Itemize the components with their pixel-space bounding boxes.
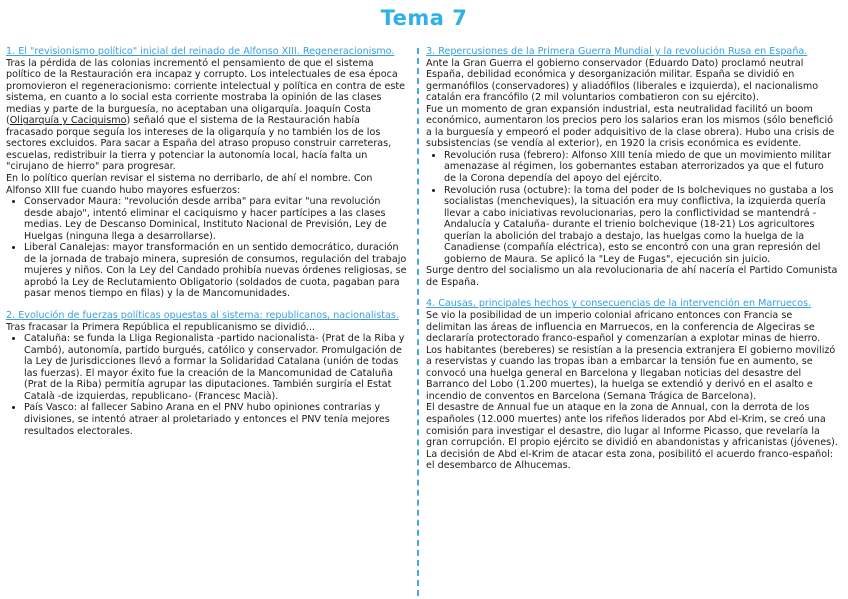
- section-1-list: [6, 196, 410, 300]
- section-2-heading: 2. Evolución de fuerzas políticas opuestas al sistema: republicanos, nacionalistas.: [6, 310, 399, 322]
- section-1-intro-end: ) señaló que el sistema de la Restauración había fracasado porque seguía los intereses de la oligarquía y no también los de los sectores excluidos. Para sacar a España del atraso propuso construir carreteras, escuelas, redistribuir la tierra y potenciar la autonomía local, hacía falta un "cirujano de hierro" para progresar.: [6, 115, 392, 173]
- section-4-heading: 4. Causas, principales hechos y consecuencias de la intervención en Marruecos.: [426, 298, 812, 310]
- section-3-heading: 3. Repercusiones de la Primera Guerra Mundial y la revolución Rusa en España.: [426, 46, 808, 57]
- section-3-paragraph-2: Fue un momento de gran expansión industrial, esta neutralidad facilitó un boom económico, aumentaron los precios pero los salarios eran los mismos (sólo benefició a la burguesía y empeoró el poder adquisitivo de la clase obrera). Hubo una crisis de subsistencias (se vendía al exterior), en 1920 la crisis económica es evidente.: [426, 103, 835, 150]
- section-4-paragraph-2: El desastre de Annual fue un ataque en la zona de Annual, con la derrota de los españoles (12.000 muertes) ante los rifeños liderados por Abd el-Krim, se creó una comisión para investigar el desastre, dio lugar al Informe Picasso, que revelaría la gran corrupción. El propio ejército se dividió en abandonistas y africanistas (jóvenes). La decisión de Abd el-Krim de atacar esta zona, posibilitó el acuerdo franco-español: el desembarco de Alhucemas.: [426, 402, 838, 472]
- left-column: [6, 46, 410, 437]
- section-1-heading: 1. El "revisionismo político" inicial del reinado de Alfonso XIII. Regeneracionismo.: [6, 46, 395, 57]
- section-2-list: [6, 333, 410, 437]
- list-item: • Revolución rusa (febrero): Alfonso XIII tenía miedo de que un movimiento militar amenazase al régimen, los gobernantes estaban aterrorizados ya que el futuro de la Corona dependía del apoyo del ejército.: [444, 150, 838, 185]
- section-3-list: [426, 150, 838, 265]
- list-item: • País Vasco: al fallecer Sabino Arana en el PNV hubo opiniones contrarias y divisiones, se intentó atraer al proletariado y entonces el PNV tenía mejores resultados electorales.: [24, 402, 410, 437]
- section-1-intro-start: Tras la pérdida de las colonias incrementó el pensamiento de que el sistema político de la Restauración era incapaz y corrupto. Los intelectuales de esa época promovieron el regeneracionismo: corriente intelectual y política en contra de este sistema, en cuanto a lo social esta corriente mostraba la opinión de las clases medias y parte de la burguesía, no aceptaban una oligarquía. Joaquín Costa (: [6, 57, 406, 127]
- list-item: • Revolución rusa (octubre): la toma del poder de Is bolcheviques no gustaba a los socialistas (mencheviques), la situación era muy conflictiva, la izquierda quería llevar a cabo iniciativas revolucionarias, pero la conflictividad se mantendrá -Andalucía y Cataluña- durante el trienio bolchevique (18-21) Los agricultores querían la abolición del trabajo a destajo, las huelgas como la huelga de la Canadiense (compañía eléctrica), esto se encontró con una gran represión del gobierno de Maura. Se aplicó la "Ley de Fugas", ejecución sin juicio.: [444, 185, 838, 266]
- section-1-book-title: Oligarquía y Caciquismo: [9, 115, 127, 127]
- column-divider: [417, 48, 419, 596]
- section-3-paragraph-3: Surge dentro del socialismo un ala revolucionaria de ahí nacería el Partido Comunista de España.: [426, 265, 838, 288]
- list-item: • Cataluña: se funda la Lliga Regionalista -partido nacionalista- (Prat de la Riba y Cambó), autonomía, partido burgués, católico y conservador. Promulgación de la Ley de Jurisdicciones llevó a formar la Solidaridad Catalana (unión de todas las fuerzas). El mayor éxito fue la creación de la Mancomunidad de Cataluña (Prat de la Riba) permitía agrupar las diputaciones. También surgiría el Estat Català -de izquierdas, republicano- (Francesc Macià).: [24, 333, 410, 402]
- list-item: • Liberal Canalejas: mayor transformación en un sentido democrático, duración de la jornada de trabajo minera, supresión de consumos, regulación del trabajo mujeres y niños. Con la Ley del Candado prohibía nuevas órdenes religiosas, se aprobó la Ley de Reclutamiento Obligatorio (soldados de cuota, pagaban para pasar menos tiempo en filas) y la de Mancomunidades.: [24, 242, 410, 300]
- section-1-paragraph-2: En lo político querían revisar el sistema no derribarlo, de ahí el nombre. Con Alfonso XIII fue cuando hubo mayores esfuerzos:: [6, 173, 373, 196]
- section-2-intro: Tras fracasar la Primera República el republicanismo se dividió...: [6, 321, 316, 333]
- section-4-paragraph-1: Se vio la posibilidad de un imperio colonial africano entonces con Francia se delimitan las áreas de influencia en Marruecos, en la conferencia de Algeciras se declararía protectorado franco-español y comenzarían a explotar minas de hierro. Los habitantes (bereberes) se resistían a la presencia extranjera El gobierno movilizó a reservistas y cuando las tropas iban a embarcar la tensión fue en aumento, se convocó una huelga general en Barcelona y llegaban noticias del desastre del Barranco del Lobo (1.200 muertes), la huelga se extendió y derivó en el asalto e incendio de conventos en Barcelona (Semana Trágica de Barcelona).: [426, 310, 836, 402]
- section-3-paragraph-1: Ante la Gran Guerra el gobierno conservador (Eduardo Dato) proclamó neutral España, debilidad económica y desorganización militar. España se dividió en germanófilos (conservadores) y aliadófilos (liberales e izquierda), el nacionalismo catalán era francófilo (2 mil voluntarios combatieron con su ejército).: [426, 57, 819, 104]
- right-column: [426, 46, 838, 472]
- page-title: Tema 7: [380, 6, 468, 30]
- section-1-intro: [6, 58, 410, 173]
- list-item: • Conservador Maura: "revolución desde arriba" para evitar "una revolución desde abajo", intentó eliminar el caciquismo y hacer partícipes a las clases medias. Ley de Descanso Dominical, Instituto Nacional de Previsión, Ley de Huelgas (ninguna llega a desarrollarse).: [24, 196, 410, 242]
